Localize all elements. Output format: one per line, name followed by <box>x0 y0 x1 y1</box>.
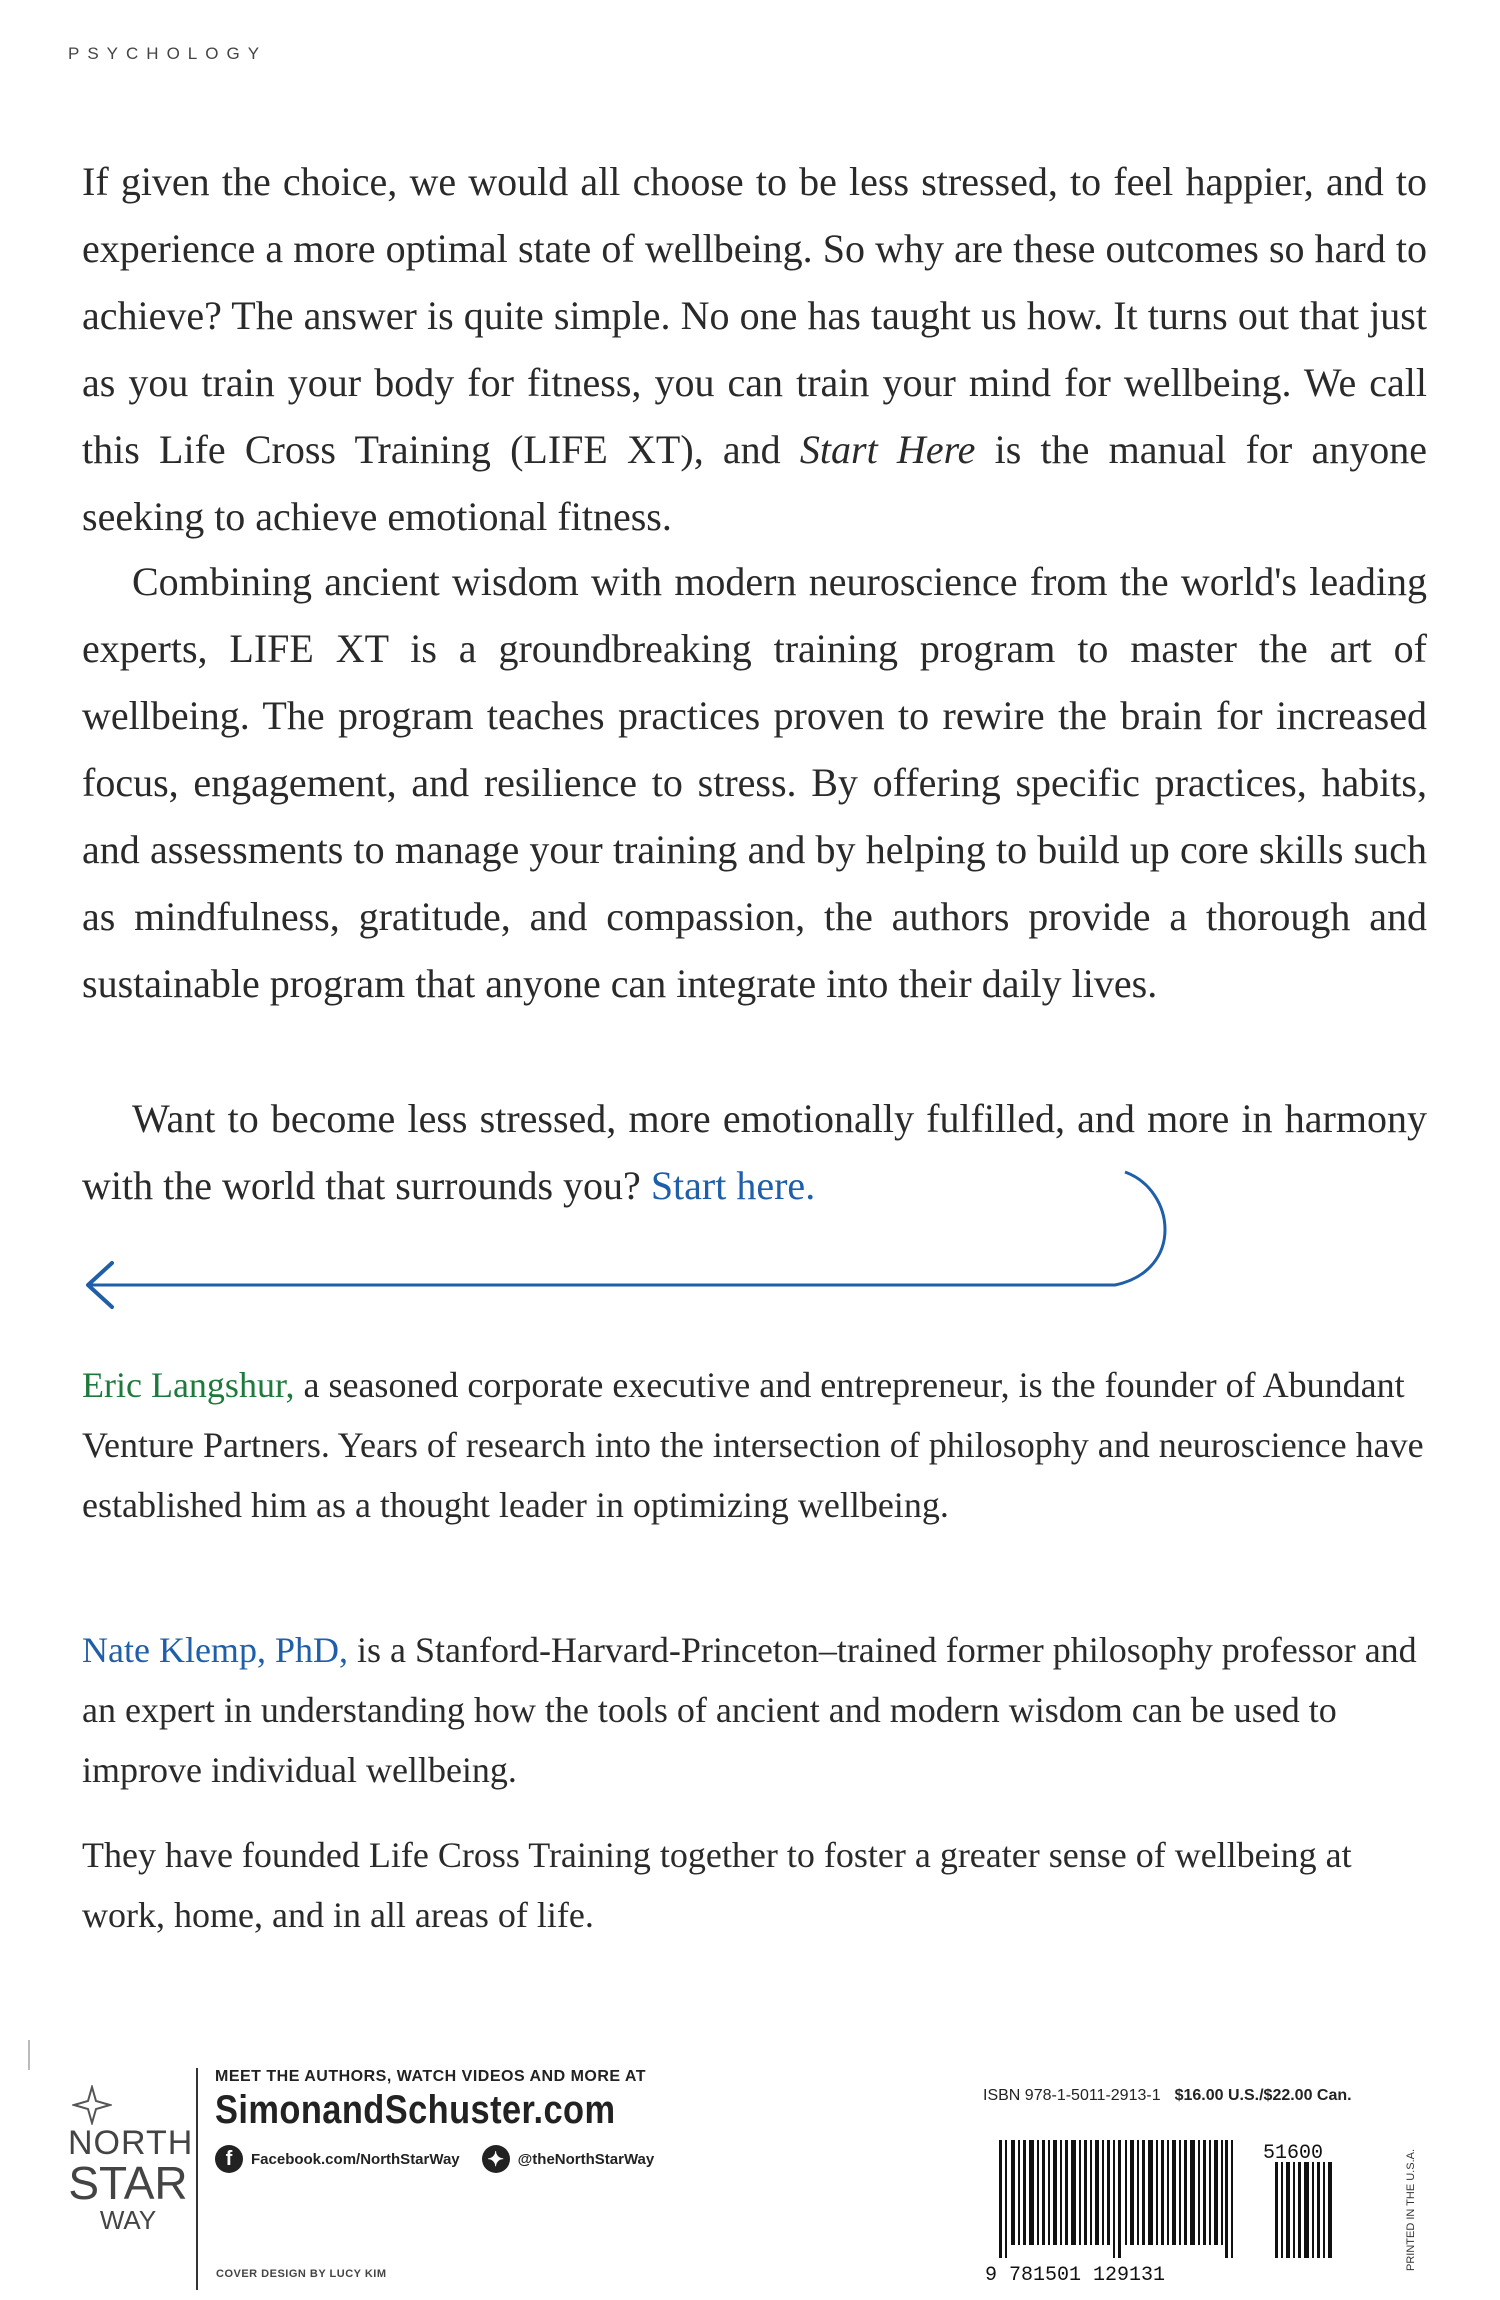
twitter-handle: @theNorthStarWay <box>517 2150 655 2168</box>
start-here-link: Start here. <box>650 1163 816 1208</box>
social-links <box>215 2145 681 2173</box>
facebook-icon: f <box>215 2145 243 2173</box>
barcode-digits: 9 781501 129131 <box>985 2264 1166 2287</box>
printed-in-usa: PRINTED IN THE U.S.A. <box>1405 2148 1417 2272</box>
description-paragraph-3: Want to become less stressed, more emotionally fulfilled, and more in harmony with the world that surrounds you? Start here. <box>82 1096 1427 1208</box>
star-icon <box>72 2085 112 2125</box>
author-bio-eric: Eric Langshur, a seasoned corporate executive and entrepreneur, is the founder of Abundant Venture Partners. Years of research into the intersection of philosophy and neuroscience have established him as a thought leader in optimizing wellbeing. <box>82 1365 1424 1525</box>
description-paragraph-1: If given the choice, we would all choose to be less stressed, to feel happier, and to experience a more optimal state of wellbeing. So why are these outcomes so hard to achieve? The answer is quite simple. No one has taught us how. It turns out that just as you train your body for fitness, you can train your mind for wellbeing. We call this Life Cross Training (LIFE XT), and Start Here is the manual for anyone seeking to achieve emotional fitness. <box>82 159 1427 539</box>
price: $16.00 U.S./$22.00 Can. <box>1174 2087 1352 2104</box>
publisher-website: SimonandSchuster.com <box>215 2088 616 2132</box>
authors-together: They have founded Life Cross Training together to foster a greater sense of wellbeing at work, home, and in all areas of life. <box>82 1835 1352 1935</box>
north-star-way-logo: NORTH STAR WAY <box>68 2085 188 2235</box>
barcode-addon-code: 51600 <box>1263 2142 1324 2165</box>
author-name-eric: Eric Langshur, <box>82 1365 295 1405</box>
cover-credit: COVER DESIGN BY LUCY KIM <box>216 2268 387 2280</box>
facebook-handle: Facebook.com/NorthStarWay <box>251 2150 460 2168</box>
meet-authors-text: MEET THE AUTHORS, WATCH VIDEOS AND MORE AT <box>215 2068 647 2085</box>
author-bio-nate: Nate Klemp, PhD, is a Stanford-Harvard-Princeton–trained former philosophy professor and an expert in understanding how the tools of ancient and modern wisdom can be used to improve individual wellbeing. <box>82 1630 1417 1790</box>
isbn-number: ISBN 978-1-5011-2913-1 <box>983 2087 1161 2104</box>
isbn-line <box>983 2087 1352 2105</box>
publisher-info <box>215 2068 681 2173</box>
book-title: Start Here <box>799 427 976 472</box>
category-label: PSYCHOLOGY <box>68 44 268 63</box>
author-name-nate: Nate Klemp, PhD, <box>82 1630 348 1670</box>
twitter-icon: ✦ <box>482 2145 510 2173</box>
curved-arrow-icon <box>70 1160 1180 1310</box>
description-paragraph-2: Combining ancient wisdom with modern neuroscience from the world's leading experts, LIFE XT is a groundbreaking training program to master the art of wellbeing. The program teaches practices proven to rewire the brain for increased focus, engagement, and resilience to stress. By offering specific practices, habits, and assessments to manage your training and by helping to build up core skills such as mindfulness, gratitude, and compassion, the authors provide a thorough and sustainable program that anyone can integrate into their daily lives. <box>82 559 1427 1006</box>
barcode <box>985 2140 1385 2290</box>
logo-divider <box>196 2068 198 2290</box>
edge-mark <box>28 2040 30 2070</box>
